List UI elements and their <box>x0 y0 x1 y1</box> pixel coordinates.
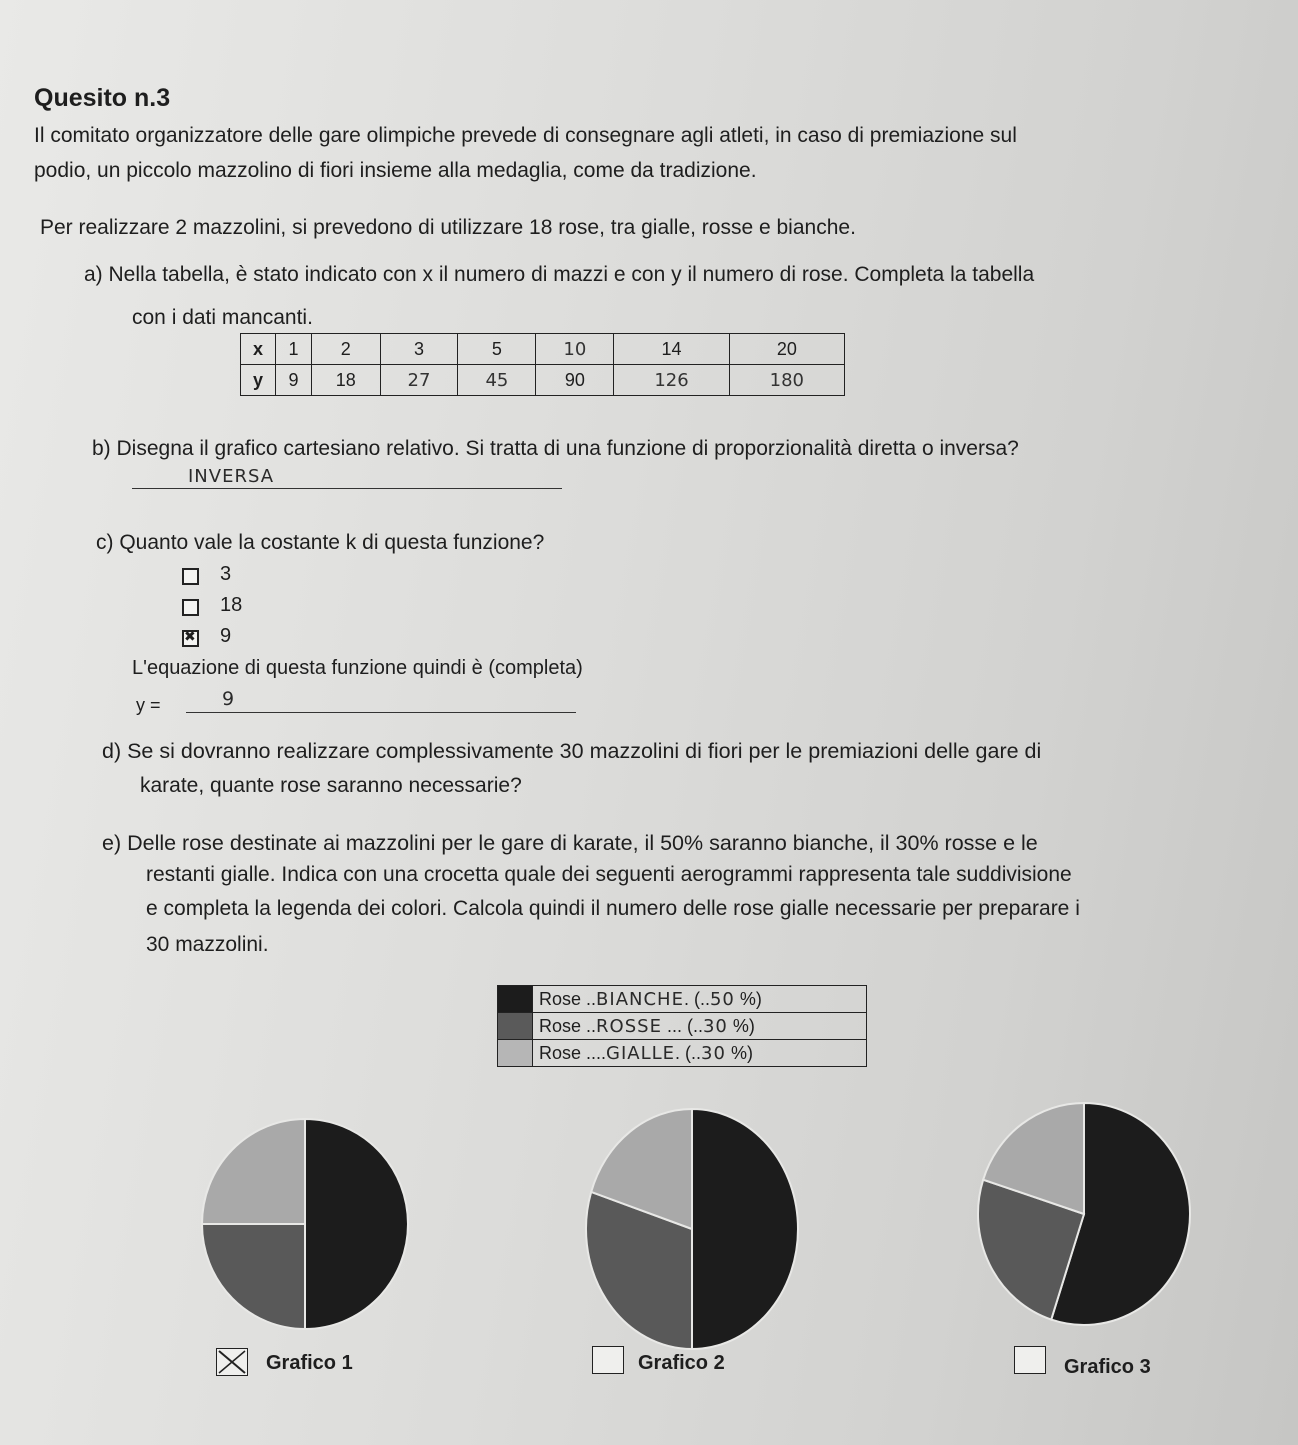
legend-row <box>498 1040 867 1067</box>
table-cell: 20 <box>729 334 844 365</box>
option-9-checkbox[interactable] <box>182 630 199 647</box>
grafico-3-label: Grafico 3 <box>1064 1356 1151 1378</box>
legend-swatch <box>498 1040 533 1067</box>
legend-name: GIALLE <box>606 1042 676 1064</box>
table-cell: 2 <box>311 334 380 365</box>
option-18-checkbox[interactable] <box>182 599 199 616</box>
equation-prompt: L'equazione di questa funzione quindi è (completa) <box>132 657 583 679</box>
intro-line-1: Il comitato organizzatore delle gare olimpiche prevede di consegnare agli atleti, in caso di premiazione sul <box>34 124 1017 147</box>
legend-entry[interactable]: Rose ....GIALLE. (..30 %) <box>533 1040 867 1067</box>
part-b-answer-line[interactable] <box>132 466 562 489</box>
check-cross-icon <box>217 1349 247 1375</box>
table-cell: 1 <box>276 334 312 365</box>
option-18-label: 18 <box>220 594 243 616</box>
legend-prefix: Rose <box>539 988 582 1009</box>
pie-chart-3 <box>976 1101 1192 1327</box>
grafico-2-checkbox[interactable] <box>592 1346 624 1374</box>
table-cell: 5 <box>458 334 536 365</box>
legend-row <box>498 1013 867 1040</box>
legend-swatch <box>498 1013 533 1040</box>
option-9-label: 9 <box>220 625 232 647</box>
legend-entry[interactable]: Rose ..ROSSE ... (..30 %) <box>533 1013 867 1040</box>
table-cell: 3 <box>380 334 458 365</box>
part-e-text-2: restanti gialle. Indica con una crocetta quale dei seguenti aerogrammi rappresenta tale suddivisione <box>146 863 1072 886</box>
table-cell[interactable]: 27 <box>380 365 458 396</box>
legend-prefix: Rose <box>539 1015 582 1036</box>
xy-table <box>240 333 845 396</box>
page-title: Quesito n.3 <box>34 84 171 112</box>
table-row-x <box>241 334 845 365</box>
pie-chart-1 <box>200 1117 410 1331</box>
pie-chart-2 <box>584 1107 800 1351</box>
pie-slice-3 <box>202 1119 305 1224</box>
legend-pct: 30 <box>701 1042 726 1064</box>
legend-pct: 50 <box>709 988 735 1010</box>
table-cell[interactable]: 10 <box>536 334 614 365</box>
equation-lhs: y = <box>136 695 161 715</box>
table-cell: 90 <box>536 365 614 396</box>
grafico-1-label: Grafico 1 <box>266 1352 353 1374</box>
legend-entry[interactable]: Rose ..BIANCHE. (..50 %) <box>533 986 867 1013</box>
table-row-y <box>241 365 845 396</box>
equation-answer: 9 <box>222 688 236 710</box>
table-cell[interactable]: 126 <box>614 365 729 396</box>
legend-pct: 30 <box>702 1015 728 1037</box>
color-legend <box>497 985 867 1067</box>
premise-text: Per realizzare 2 mazzolini, si prevedono di utilizzare 18 rose, tra gialle, rosse e bianche. <box>40 216 856 239</box>
table-cell: 14 <box>614 334 729 365</box>
pie-slice-2 <box>202 1224 305 1329</box>
legend-name: ROSSE <box>596 1015 662 1037</box>
part-e-text-4: 30 mazzolini. <box>146 933 269 956</box>
table-cell: 9 <box>276 365 312 396</box>
table-cell: 18 <box>311 365 380 396</box>
legend-prefix: Rose <box>539 1042 582 1063</box>
grafico-1-checkbox[interactable] <box>216 1348 248 1376</box>
option-3-checkbox[interactable] <box>182 568 199 585</box>
part-b-question: b) Disegna il grafico cartesiano relativo. Si tratta di una funzione di proporzionalità diretta o inversa? <box>92 437 1019 460</box>
legend-row <box>498 986 867 1013</box>
grafico-3-checkbox[interactable] <box>1014 1346 1046 1374</box>
legend-swatch <box>498 986 533 1013</box>
pie-slice-1 <box>305 1119 408 1329</box>
pie-slice-1 <box>692 1109 798 1349</box>
part-c-question: c) Quanto vale la costante k di questa funzione? <box>96 531 545 554</box>
table-cell[interactable]: 180 <box>729 365 844 396</box>
table-cell[interactable]: 45 <box>458 365 536 396</box>
table-header-y: y <box>241 365 276 396</box>
equation-answer-line[interactable] <box>186 688 576 713</box>
part-e-text-3: e completa la legenda dei colori. Calcola quindi il numero delle rose gialle necessarie per preparare i <box>146 897 1080 920</box>
part-b-answer: INVERSA <box>188 466 275 487</box>
table-header-x: x <box>241 334 276 365</box>
part-d-text-2: karate, quante rose saranno necessarie? <box>140 774 522 797</box>
part-a-text-1: a) Nella tabella, è stato indicato con x il numero di mazzi e con y il numero di rose. Completa la tabella <box>84 263 1035 286</box>
grafico-2-label: Grafico 2 <box>638 1352 725 1374</box>
option-3-label: 3 <box>220 563 232 585</box>
part-e-text-1: e) Delle rose destinate ai mazzolini per le gare di karate, il 50% saranno bianche, il 30% rosse e le <box>102 831 1038 855</box>
part-a-text-2: con i dati mancanti. <box>132 306 313 329</box>
legend-name: BIANCHE <box>596 988 684 1010</box>
intro-line-2: podio, un piccolo mazzolino di fiori insieme alla medaglia, come da tradizione. <box>34 159 757 182</box>
part-d-text-1: d) Se si dovranno realizzare complessivamente 30 mazzolini di fiori per le premiazioni delle gare di <box>102 739 1042 763</box>
